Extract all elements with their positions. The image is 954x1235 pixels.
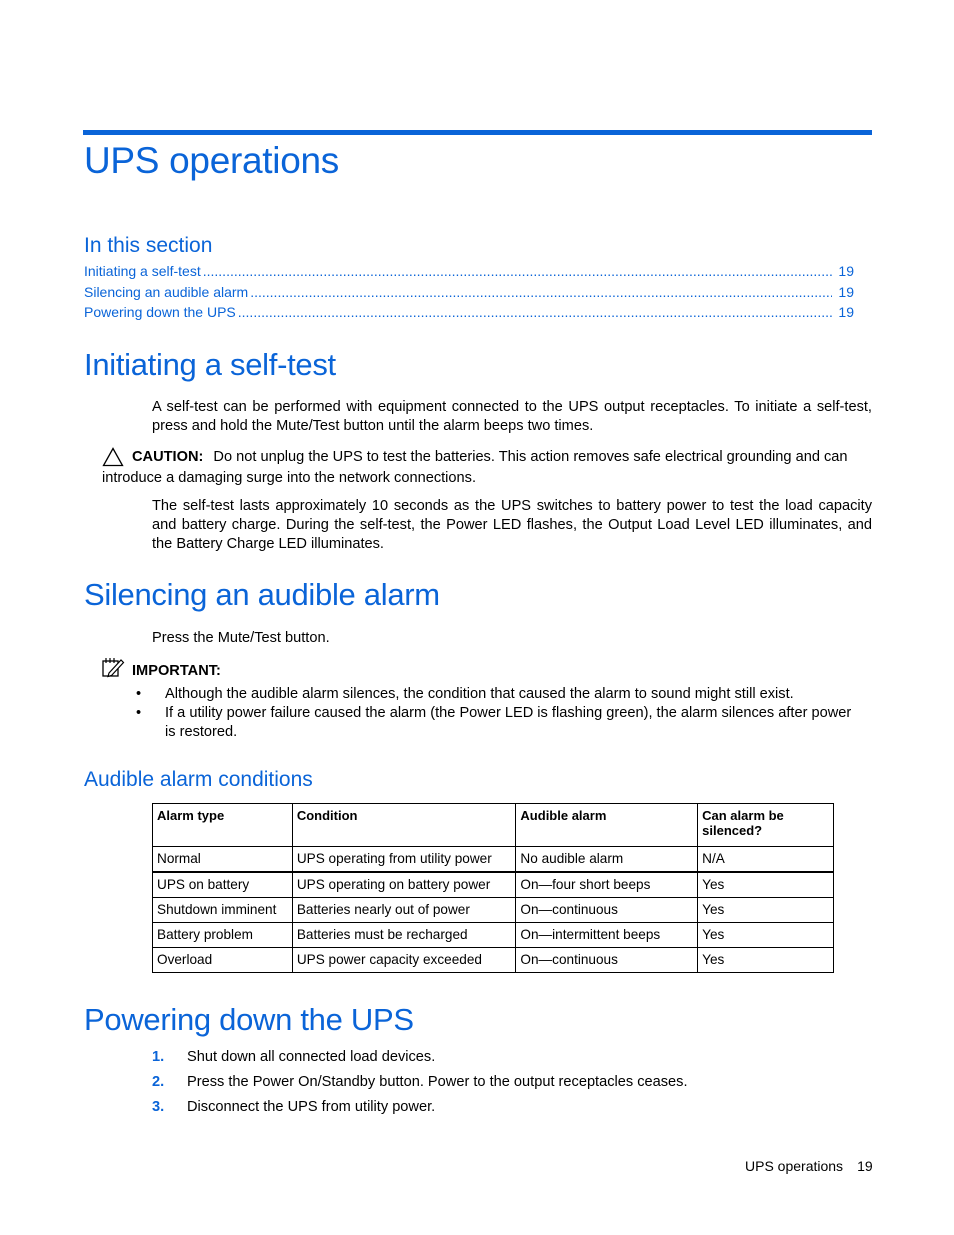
table-row <box>153 847 834 873</box>
table-cell: No audible alarm <box>516 847 698 873</box>
table-cell: N/A <box>698 847 834 873</box>
table-cell: UPS operating from utility power <box>292 847 516 873</box>
toc-page-number: 19 <box>838 283 854 300</box>
table-cell: Battery problem <box>153 923 293 948</box>
toc-page-number: 19 <box>838 263 854 279</box>
toc-leader <box>250 284 832 300</box>
footer-page-number: 19 <box>857 1158 873 1174</box>
self-test-paragraph: A self-test can be performed with equipment connected to the UPS output receptacles. To initiate a self-test, press and hold the Mute/Test button until the alarm beeps two times. <box>152 399 872 434</box>
column-header: Audible alarm <box>516 804 698 847</box>
list-item <box>152 1099 872 1124</box>
caution-label: CAUTION: <box>132 449 204 465</box>
alarm-conditions-table <box>152 803 834 973</box>
table-cell: On—four short beeps <box>516 872 698 898</box>
page-footer <box>745 1158 873 1174</box>
table-cell: Yes <box>698 898 834 923</box>
toc-list <box>84 263 854 325</box>
table-cell: Yes <box>698 872 834 898</box>
table-cell: Overload <box>153 948 293 973</box>
self-test-duration-paragraph: The self-test lasts approximately 10 seconds as the UPS switches to battery power to test the load capacity and battery charge. During the self-test, the Power LED flashes, the Output Load Level LED illuminates, and the Battery Charge LED illuminates. <box>152 498 872 552</box>
important-note-icon <box>101 656 125 678</box>
column-header: Alarm type <box>153 804 293 847</box>
footer-label: UPS operations <box>745 1158 844 1174</box>
list-item: • Although the audible alarm silences, the condition that caused the alarm to sound might still exist. <box>136 685 856 704</box>
table-cell: UPS on battery <box>153 872 293 898</box>
toc-link-label: Silencing an audible alarm <box>84 283 249 300</box>
table-row <box>153 923 834 948</box>
important-bullets <box>136 685 856 742</box>
column-header: Condition <box>292 804 516 847</box>
step-number: 2. <box>152 1074 165 1090</box>
table-cell: UPS operating on battery power <box>292 872 516 898</box>
toc-heading: In this section <box>84 234 213 257</box>
toc-link-self-test[interactable] <box>84 263 854 284</box>
toc-link-silencing[interactable] <box>84 284 854 305</box>
step-text: Press the Power On/Standby button. Power to the output receptacles ceases. <box>187 1074 688 1090</box>
table-cell: Batteries must be recharged <box>292 923 516 948</box>
important-label: IMPORTANT: <box>132 663 221 679</box>
toc-page-number: 19 <box>838 304 854 320</box>
toc-link-powering-down[interactable] <box>84 304 854 325</box>
step-number: 1. <box>152 1049 165 1065</box>
table-cell: UPS power capacity exceeded <box>292 948 516 973</box>
list-item <box>152 1074 872 1099</box>
subsection-heading-conditions: Audible alarm conditions <box>84 768 313 791</box>
page-title: UPS operations <box>84 140 339 181</box>
toc-link-label: Powering down the UPS <box>84 304 236 320</box>
table-cell: Batteries nearly out of power <box>292 898 516 923</box>
table-cell: On—continuous <box>516 948 698 973</box>
toc-leader <box>238 304 832 320</box>
section-heading-silencing: Silencing an audible alarm <box>84 577 440 612</box>
table-cell: On—intermittent beeps <box>516 923 698 948</box>
power-down-steps <box>152 1049 872 1124</box>
column-header: Can alarm be silenced? <box>698 804 834 847</box>
step-number: 3. <box>152 1099 165 1115</box>
table-cell: Shutdown imminent <box>153 898 293 923</box>
list-item <box>152 1049 872 1074</box>
silencing-paragraph: Press the Mute/Test button. <box>152 630 330 646</box>
table-row <box>153 948 834 973</box>
table-cell: Yes <box>698 923 834 948</box>
table-row <box>153 872 834 898</box>
table-cell: Normal <box>153 847 293 873</box>
section-heading-self-test: Initiating a self-test <box>84 347 336 382</box>
step-text: Shut down all connected load devices. <box>187 1049 436 1065</box>
title-rule <box>83 130 872 135</box>
list-item: • If a utility power failure caused the alarm (the Power LED is flashing green), the alarm silences after power is restored. <box>136 704 856 742</box>
caution-text: Do not unplug the UPS to test the batteries. This action removes safe electrical grounding and can introduce a damaging surge into the network connections. <box>102 449 848 486</box>
table-cell: On—continuous <box>516 898 698 923</box>
table-row <box>153 898 834 923</box>
toc-link-label: Initiating a self-test <box>84 263 201 279</box>
table-cell: Yes <box>698 948 834 973</box>
caution-note <box>102 447 857 489</box>
table-header-row <box>153 804 834 847</box>
step-text: Disconnect the UPS from utility power. <box>187 1099 436 1115</box>
toc-leader <box>203 263 832 279</box>
section-heading-powering-down: Powering down the UPS <box>84 1002 414 1037</box>
